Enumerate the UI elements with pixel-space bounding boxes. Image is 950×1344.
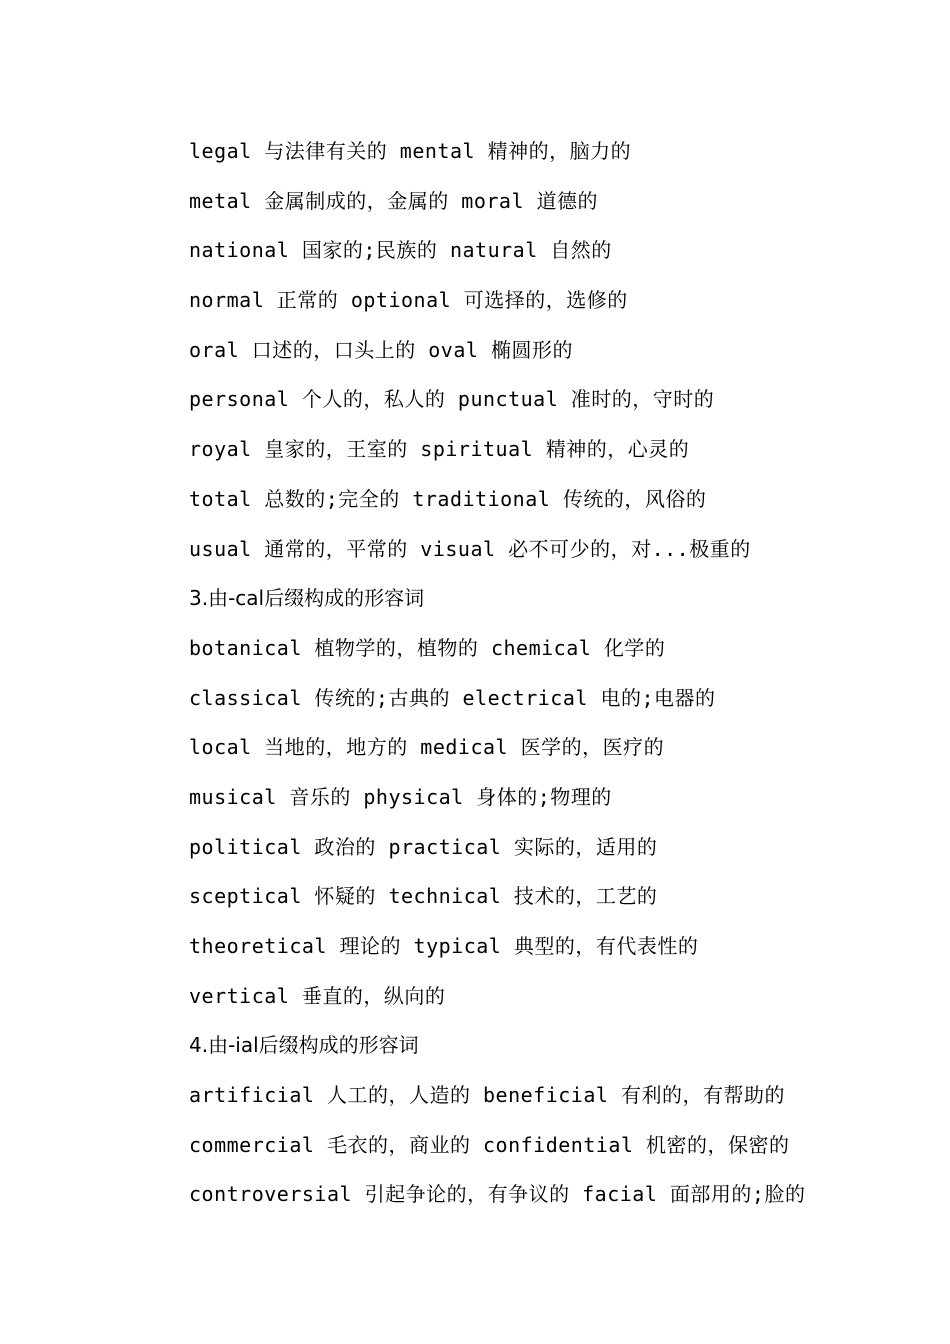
text-line: botanical 植物学的，植物的 chemical 化学的 (189, 635, 666, 660)
text-line: legal 与法律有关的 mental 精神的，脑力的 (189, 139, 632, 163)
text-line: metal 金属制成的，金属的 moral 道德的 (189, 188, 599, 213)
document-body (189, 131, 929, 1224)
text-line: national 国家的;民族的 natural 自然的 (189, 238, 612, 263)
section-heading: 3.由-cal后缀构成的形容词 (189, 586, 425, 611)
text-line: artificial 人工的，人造的 beneficial 有利的，有帮助的 (189, 1083, 785, 1108)
text-line: vertical 垂直的，纵向的 (189, 983, 446, 1008)
text-line: classical 传统的;古典的 electrical 电的;电器的 (189, 685, 716, 710)
section-heading: 4.由-ial后缀构成的形容词 (189, 1033, 419, 1058)
text-line: normal 正常的 optional 可选择的，选修的 (189, 288, 628, 313)
text-line: royal 皇家的，王室的 spiritual 精神的，心灵的 (189, 437, 690, 462)
text-line: controversial 引起争论的，有争议的 facial 面部用的;脸的 (189, 1182, 806, 1207)
text-line: oral 口述的，口头上的 oval 椭圆形的 (189, 337, 573, 362)
text-line: usual 通常的，平常的 visual 必不可少的，对...极重的 (189, 536, 751, 561)
text-line: sceptical 怀疑的 technical 技术的，工艺的 (189, 884, 658, 909)
text-line: musical 音乐的 physical 身体的;物理的 (189, 784, 612, 809)
text-line: local 当地的，地方的 medical 医学的，医疗的 (189, 735, 665, 760)
text-line: total 总数的;完全的 traditional 传统的，风俗的 (189, 486, 707, 511)
text-line: commercial 毛衣的，商业的 confidential 机密的，保密的 (189, 1132, 790, 1157)
text-line: theoretical 理论的 typical 典型的，有代表性的 (189, 934, 699, 958)
text-line: personal 个人的，私人的 punctual 准时的，守时的 (189, 387, 715, 412)
text-line: political 政治的 practical 实际的，适用的 (189, 834, 658, 859)
